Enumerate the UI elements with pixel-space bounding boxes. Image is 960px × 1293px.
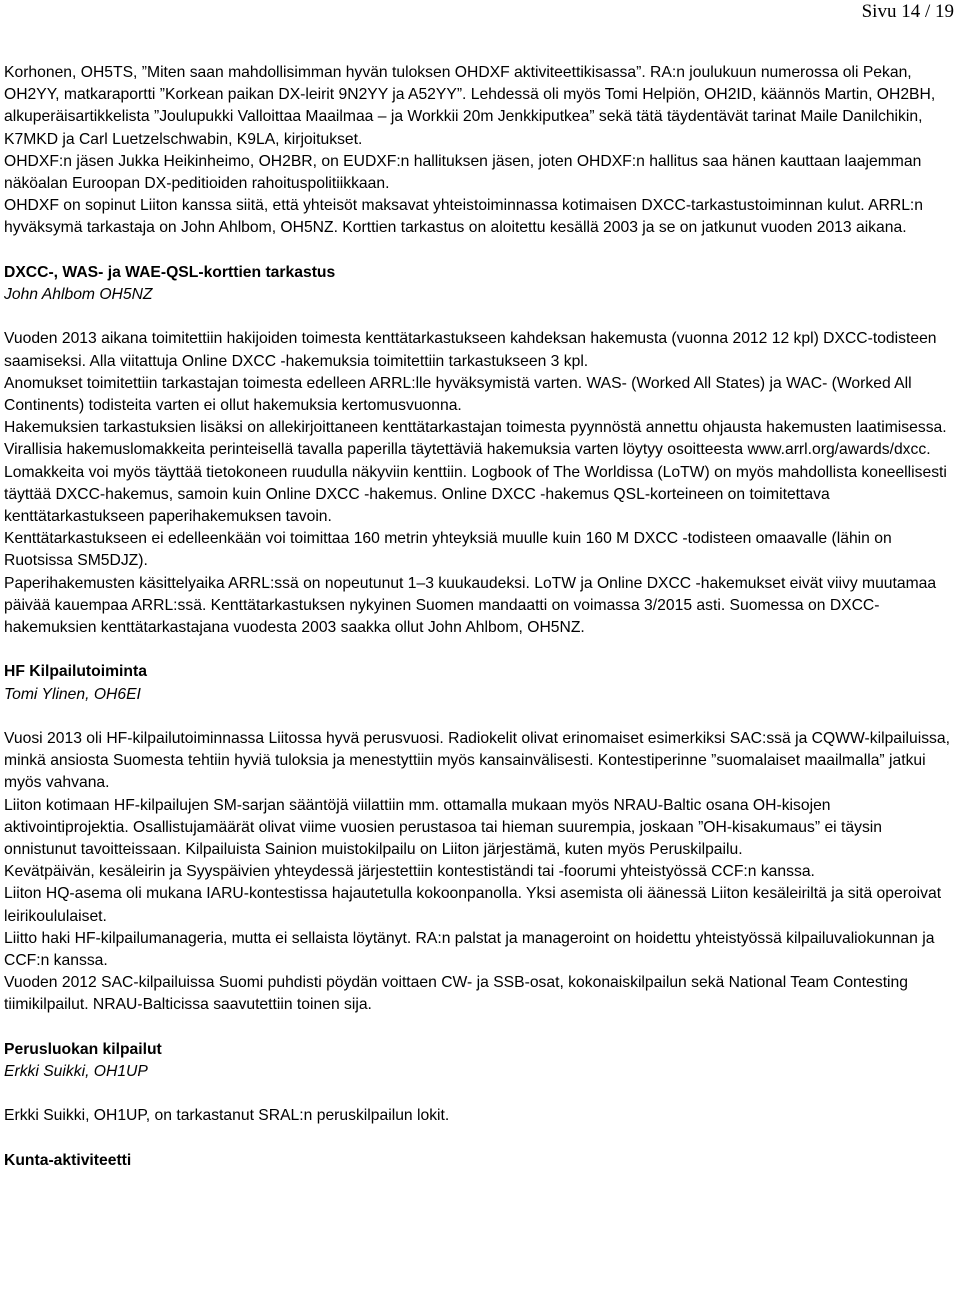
section-paragraph: Liiton kotimaan HF-kilpailujen SM-sarjan sääntöjä viilattiin mm. ottamalla mukaan myös NRAU-Baltic osana OH-kisojen aktivointiprojektia. Osallistujamäärät olivat viime vuosien perustasoa tai hieman suurempia, joskaan ”OH-kisakumaus” ei täysin onnistunut tavoitteissaan. Kilpailuista Sainion muistokilpailu on Liiton järjestämä, kuten myös Peruskilpailu. <box>4 796 883 859</box>
section-title: Perusluokan kilpailut <box>4 1040 162 1058</box>
section-author: Erkki Suikki, OH1UP <box>4 1063 148 1081</box>
page-number-header <box>862 0 954 24</box>
section-municipality-activity <box>4 1150 954 1172</box>
section-paragraph: Kenttätarkastukseen ei edelleenkään voi toimittaa 160 metrin yhteyksiä muulle kuin 160 M DXCC -todisteen omaavalle (lähin on Ruotsissa SM5DJZ). <box>4 530 892 570</box>
section-paragraph: Vuosi 2013 oli HF-kilpailutoiminnassa Liitossa hyvä perusvuosi. Radiokelit olivat erinomaiset esimerkiksi SAC:ssä ja CQWW-kilpailuissa, minkä ansiosta Suomesta tehtiin hyviä tuloksia ja menestyttiin myös kansainvälisesti. Kontestiperinne ”suomalaiset maailmalla” jatkui myös vahvana. <box>4 730 950 792</box>
section-paragraph: Anomukset toimitettiin tarkastajan toimesta edelleen ARRL:lle hyväksymistä varten. WAS- (Worked All States) ja WAC- (Worked All Continents) todisteita varten ei ollut hakemuksia kertomusvuonna. <box>4 374 912 415</box>
intro-paragraph: Korhonen, OH5TS, ”Miten saan mahdollisimman hyvän tuloksen OHDXF aktiviteettikisassa”. RA:n joulukuun numerossa oli Pekan, OH2YY, matkaraportti ”Korkean paikan DX-leirit 9N2YY ja A52YY”. Lehdessä oli myös Tomi Helpiön, OH2ID, käännös Martin, OH2BH, alkuperäisartikkelista ”Joulupukki Valloittaa Maailmaa – ja Workkii 20m Jenkkiputkea” sekä tätä täydentävät tarinat Maile Danilchikin, K7MKD ja Carl Luetzelschwabin, K9LA, kirjoitukset. <box>4 64 936 148</box>
section-title: DXCC-, WAS- ja WAE-QSL-korttien tarkastus <box>4 263 336 281</box>
section-paragraph: Erkki Suikki, OH1UP, on tarkastanut SRAL:n peruskilpailun lokit. <box>4 1107 450 1125</box>
section-dxcc-qsl-check <box>4 262 954 639</box>
section-paragraph: Liitto haki HF-kilpailumanageria, mutta ei sellaista löytänyt. RA:n palstat ja manageroint on hoidettu yhteistyössä kilpailuvaliokunnan ja CCF:n kanssa. <box>4 929 935 970</box>
section-paragraph: Hakemuksien tarkastuksien lisäksi on allekirjoittaneen kenttätarkastajan toimesta pyynnöstä annettu ohjausta hakemusten laatimisessa. Virallisia hakemuslomakkeita perinteisellä tavalla paperilla täytettäviä hakemuksia varten löytyy osoitteesta www.arrl.org/awards/dxcc. Lomakkeita voi myös täyttää tietokoneen ruudulla näkyviin kenttiin. Logbook of The Worldissa (LoTW) on myös mahdollista koneellisesti täyttää DXCC-hakemus, samoin kuin Online DXCC -hakemus. Online DXCC -hakemus QSL-korteineen on toimitettava kenttätarkastukseen paperihakemuksen tavoin. <box>4 419 947 526</box>
section-paragraph: Kevätpäivän, kesäleirin ja Syyspäivien yhteydessä järjestettiin kontestiständi tai -foorumi yhteistyössä CCF:n kanssa. <box>4 863 815 881</box>
section-title: Kunta-aktiviteetti <box>4 1151 132 1169</box>
page-separator: / <box>924 1 931 22</box>
section-basic-class-contests <box>4 1039 954 1128</box>
document-body <box>4 62 954 1172</box>
section-paragraph: Vuoden 2013 aikana toimitettiin hakijoiden toimesta kenttätarkastukseen kahdeksan hakemusta (vuonna 2012 12 kpl) DXCC-todisteen saamiseksi. Alla viitattuja Online DXCC -hakemuksia toimitettiin tarkastukseen 3 kpl. <box>4 330 937 370</box>
section-author: Tomi Ylinen, OH6EI <box>4 685 141 703</box>
intro-paragraph: OHDXF:n jäsen Jukka Heikinheimo, OH2BR, on EUDXF:n hallituksen jäsen, joten OHDXF:n hallitus saa hänen kauttaan laajemman näköalan Euroopan DX-peditioiden rahoituspolitiikkaan. <box>4 152 922 193</box>
section-paragraph: Vuoden 2012 SAC-kilpailuissa Suomi puhdisti pöydän voittaen CW- ja SSB-osat, kokonaiskilpailun sekä National Team Contesting tiimikilpailut. NRAU-Balticissa saavutettiin toinen sija. <box>4 974 908 1014</box>
section-paragraph: Liiton HQ-asema oli mukana IARU-kontestissa hajautetulla kokoonpanolla. Yksi asemista oli äänessä Liiton kesäleiriltä ja sitä operoivat leirikoululaiset. <box>4 885 942 925</box>
section-hf-contesting <box>4 661 954 1016</box>
page-number: 14 <box>901 1 921 22</box>
section-title: HF Kilpailutoiminta <box>4 663 147 681</box>
page-total: 19 <box>935 1 954 22</box>
section-paragraph: Paperihakemusten käsittelyaika ARRL:ssä on nopeutunut 1–3 kuukaudeksi. LoTW ja Online DXCC -hakemukset eivät viivy muutamaa päivää kauempaa ARRL:ssä. Kenttätarkastuksen nykyinen Suomen mandaatti on voimassa 3/2015 asti. Suomessa on DXCC-hakemuksien kenttätarkastajana vuodesta 2003 saakka ollut John Ahlbom, OH5NZ. <box>4 574 937 637</box>
section-author: John Ahlbom OH5NZ <box>4 286 153 304</box>
intro-paragraph: OHDXF on sopinut Liiton kanssa siitä, että yhteisöt maksavat yhteistoiminnassa kotimaisen DXCC-tarkastustoiminnan kulut. ARRL:n hyväksymä tarkastaja on John Ahlbom, OH5NZ. Korttien tarkastus on aloitettu kesällä 2003 ja se on jatkunut vuoden 2013 aikana. <box>4 197 923 237</box>
page-label: Sivu <box>861 1 897 22</box>
